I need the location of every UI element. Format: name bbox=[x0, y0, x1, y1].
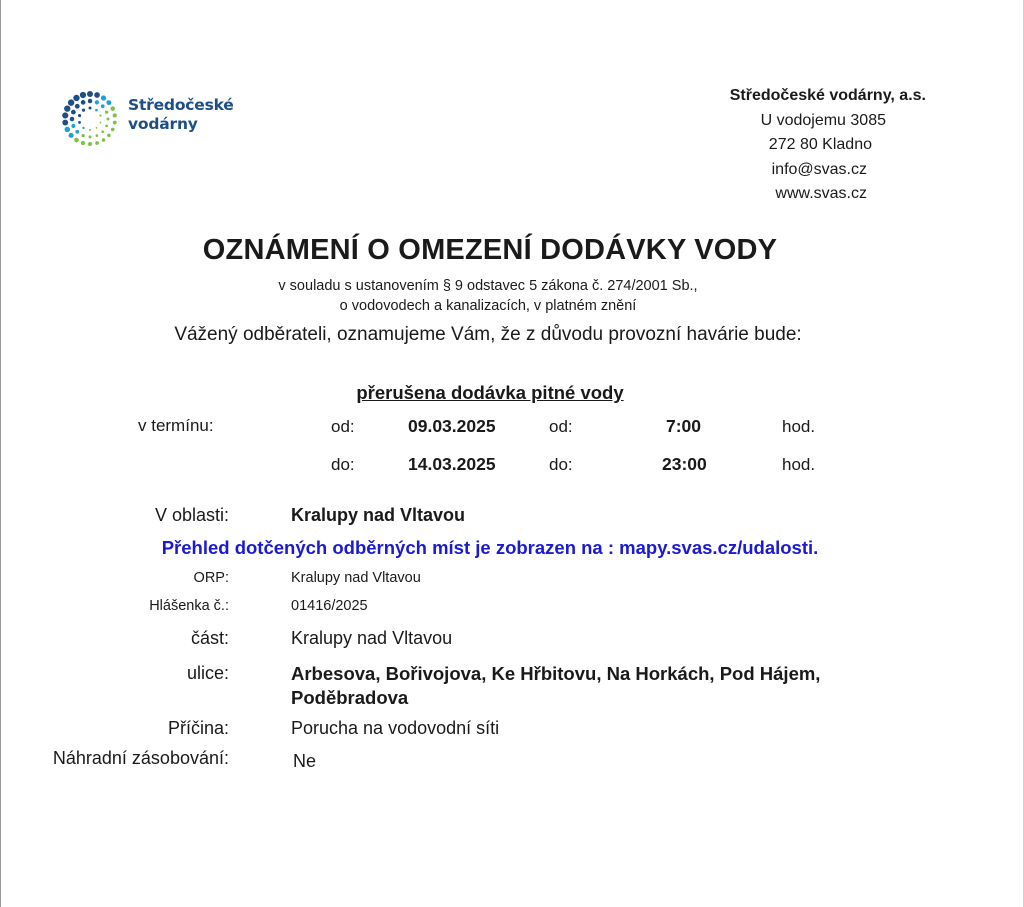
logo-dot bbox=[65, 127, 70, 132]
logo-dot bbox=[71, 124, 75, 128]
area-value: Kralupy nad Vltavou bbox=[291, 505, 466, 525]
logo-dot bbox=[81, 134, 84, 137]
logo-dot bbox=[105, 125, 108, 128]
company-address bbox=[626, 84, 926, 207]
start-time: 7:00 bbox=[666, 416, 702, 436]
date-to-label: do: bbox=[331, 455, 355, 474]
logo-dot bbox=[95, 109, 98, 112]
logo-dot bbox=[89, 107, 92, 110]
logo-dot bbox=[62, 120, 68, 126]
date-from-label: od: bbox=[331, 417, 355, 436]
logo-dot bbox=[81, 100, 86, 105]
orp-label: ORP: bbox=[193, 570, 229, 586]
map-link-note[interactable]: Přehled dotčených odběrných míst je zobrazen na : mapy.svas.cz/udalosti. bbox=[161, 537, 819, 558]
logo-line-1: Středočeské bbox=[128, 96, 234, 114]
orp-value: Kralupy nad Vltavou bbox=[291, 570, 421, 586]
legal-reference-line-2: o vodovodech a kanalizacích, v platném znění bbox=[339, 298, 637, 314]
logo-dot bbox=[87, 91, 93, 97]
logo-dot bbox=[89, 129, 91, 131]
logo-dot bbox=[111, 128, 115, 132]
cause-label: Příčina: bbox=[167, 718, 229, 738]
hours-unit-start: hod. bbox=[782, 417, 816, 436]
logo-dot bbox=[88, 99, 92, 103]
legal-reference-line-1: v souladu s ustanovením § 9 odstavec 5 zákona č. 274/2001 Sb., bbox=[278, 278, 698, 294]
time-from-label: od: bbox=[549, 417, 573, 436]
report-number-label: Hlášenka č.: bbox=[149, 598, 229, 614]
logo-line-2: vodárny bbox=[128, 115, 198, 133]
company-city: 272 80 Kladno bbox=[768, 136, 872, 153]
logo-dot bbox=[70, 117, 74, 121]
logo-dot bbox=[62, 112, 68, 118]
logo-dot bbox=[113, 113, 117, 117]
logo-dot bbox=[69, 133, 74, 138]
logo-dot bbox=[78, 121, 81, 124]
logo-dot bbox=[95, 141, 99, 145]
logo-dot bbox=[113, 121, 117, 125]
alternative-supply-label: Náhradní zásobování: bbox=[52, 748, 229, 768]
logo-dot bbox=[99, 115, 101, 117]
report-number-value: 01416/2025 bbox=[291, 598, 368, 614]
logo-dot bbox=[78, 114, 81, 117]
logo-dot bbox=[88, 142, 92, 146]
logo-dot bbox=[100, 121, 102, 123]
page-left-border bbox=[0, 0, 1, 907]
period-label: v termínu: bbox=[138, 416, 214, 435]
logo-dot bbox=[81, 141, 85, 145]
logo-dot bbox=[101, 95, 106, 100]
logo-dot bbox=[107, 134, 111, 138]
town-part-label: část: bbox=[190, 628, 229, 648]
logo-dot bbox=[101, 130, 104, 133]
logo-dots-icon bbox=[60, 90, 124, 150]
logo-dot bbox=[96, 134, 99, 137]
greeting-text: Vážený odběrateli, oznamujeme Vám, že z důvodu provozní havárie bude: bbox=[174, 324, 802, 345]
logo-dot bbox=[94, 92, 100, 98]
logo-dot bbox=[75, 130, 79, 134]
logo-dot bbox=[82, 109, 85, 112]
logo-dot bbox=[89, 136, 92, 139]
streets-label: ulice: bbox=[186, 663, 229, 683]
logo-dot bbox=[105, 110, 108, 113]
logo-dot bbox=[71, 110, 76, 115]
logo-dot bbox=[102, 138, 106, 142]
logo-dot bbox=[68, 99, 74, 105]
hours-unit-end: hod. bbox=[782, 455, 816, 474]
company-logo bbox=[60, 90, 240, 150]
alternative-supply-value: Ne bbox=[293, 751, 317, 771]
logo-dot bbox=[82, 127, 84, 129]
notice-title: OZNÁMENÍ O OMEZENÍ DODÁVKY VODY bbox=[202, 234, 778, 266]
area-label: V oblasti: bbox=[154, 505, 229, 525]
company-email[interactable]: info@svas.cz bbox=[771, 160, 867, 178]
streets-value: Arbesova, Bořivojova, Ke Hřbitovu, Na Horkách, Pod Hájem, Poděbradova bbox=[291, 663, 821, 708]
logo-dot bbox=[80, 92, 86, 98]
company-street: U vodojemu 3085 bbox=[760, 111, 886, 129]
end-time: 23:00 bbox=[662, 454, 707, 474]
logo-wordmark bbox=[128, 96, 234, 134]
logo-dot bbox=[75, 104, 80, 109]
company-web[interactable]: www.svas.cz bbox=[775, 185, 867, 202]
time-to-label: do: bbox=[549, 455, 573, 474]
logo-dot bbox=[111, 106, 115, 110]
logo-dot bbox=[73, 95, 79, 101]
cause-value: Porucha na vodovodní síti bbox=[291, 718, 500, 738]
logo-dot bbox=[107, 118, 110, 121]
logo-dot bbox=[74, 138, 79, 143]
town-part-value: Kralupy nad Vltavou bbox=[291, 628, 453, 648]
logo-dot bbox=[106, 100, 111, 105]
company-name: Středočeské vodárny, a.s. bbox=[729, 87, 926, 104]
logo-dot bbox=[95, 100, 99, 104]
interruption-heading: přerušena dodávka pitné vody bbox=[356, 382, 624, 403]
start-date: 09.03.2025 bbox=[408, 416, 496, 436]
logo-dot bbox=[96, 127, 98, 129]
end-date: 14.03.2025 bbox=[408, 454, 496, 474]
logo-dot bbox=[101, 104, 105, 108]
logo-dot bbox=[64, 105, 70, 111]
